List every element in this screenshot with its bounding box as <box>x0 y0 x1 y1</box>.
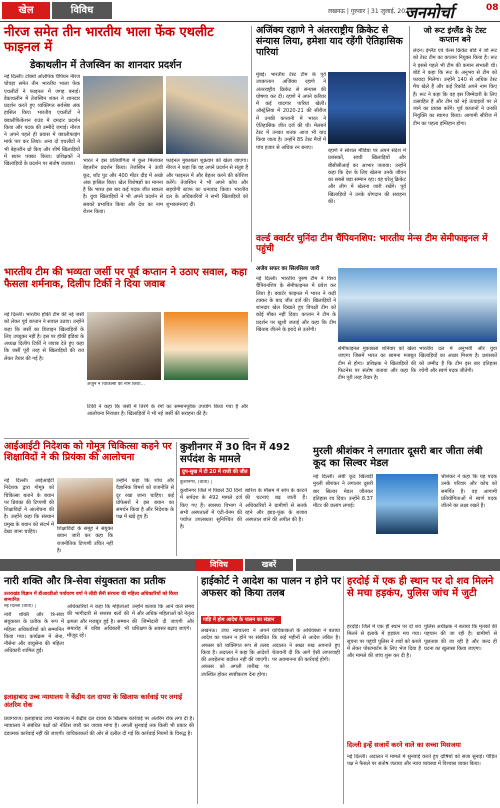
story10-body-col1: लखनऊ। उच्च न्यायालय ने अपने आदेश का पालन न होने पर संबंधित अफसर को व्यक्तिगत रूप से तलब किया है। अदालत ने कहा कि आदेशों की अवहेलना बर्दाश्त नहीं की जाएगी। अफसर को अगली तारीख पर उपस्थित होकर स्पष्टीकरण देना होगा। <box>201 628 269 678</box>
story1-photo-athlete <box>83 76 163 154</box>
story9-dateline: नई दिल्ली (वार्ता) | <box>4 604 36 609</box>
story3-headline: जो रूट इंग्लैंड के टेस्ट कप्तान बने <box>423 26 487 45</box>
story7-headline: कुशीनगर में 30 दिन में 492 सर्पदंश के मामले <box>180 442 290 465</box>
column-divider <box>343 576 344 804</box>
story4-body-col2: टिर्की ने कहा कि जर्सी में तिरंगे के रंगों का सम्मानपूर्वक उपयोग किया गया है और आलोचना निराधार है। खिलाड़ियों ने भी नई जर्सी की सराहना की है। <box>87 404 248 418</box>
story9-kicker: उत्तराखंड विज्ञान में डीआरडीओ पर्यावरण वर्गा ने लीडी सैनी संरचना की महिला अधिकारियों को किया सम्मानित <box>4 592 178 603</box>
story11-body-col1: हरदोई। जिले में एक ही स्थान पर दो शव मिलने से इलाके में हड़कंप मच गया। सूचना पर पहुंची पुलिस ने शवों को कब्जे में लेकर पोस्टमार्टम के लिए भेज दिया है और मामले की जांच शुरू कर दी है। <box>347 624 421 659</box>
column-divider <box>251 26 252 262</box>
story2-body-col2: रहाणे ने सोशल मीडिया पर अपने संदेश में प्रशंसकों, साथी खिलाड़ियों और बीसीसीआई का आभार जताया। उन्होंने कहा कि देश के लिए खेलना उनके जीवन का सबसे बड़ा सम्मान रहा। वह घरेलू क्रिकेट और लीग में खेलना जारी रखेंगे। पूर्व खिलाड़ियों ने उनके योगदान की सराहना की। <box>328 148 406 205</box>
story1-body-col2: भारत ने इस प्रतियोगिता में कुल मिलाकर बेहतरीन प्रदर्शन किया। तेजस्विन ने ऊंची कूद, शॉट पुट और 400 मीटर दौड़ में अच्छे अंक हासिल किए। खेल विशेषज्ञों का मानना है कि भारत इस बार कई पदक जीत सकता है। युवा खिलाड़ियों ने भी अपने प्रदर्शन से सबको प्रभावित किया और देश का नाम रोशन किया। <box>83 158 163 215</box>
story7-dateline: कुशीनगर, (वार्ता) | <box>180 480 212 485</box>
story5-body-col1: नई दिल्ली। भारतीय पुरुष टीम ने विश्व चैंपियनशिप के सेमीफाइनल में प्रवेश कर लिया है। क्वार्टर फाइनल में भारत ने कड़ी टक्कर के बाद जीत दर्ज की। खिलाड़ियों ने शानदार खेल दिखाते हुए विपक्षी टीम को कोई मौका नहीं दिया। कप्तान ने टीम के प्रदर्शन पर खुशी जताई और कहा कि टीम खिताब जीतने के इरादे से उतरेगी। <box>256 276 336 333</box>
story8-headline: मुरली श्रीशंकर ने लगातार दूसरी बार जीता लंबी कूद का सिल्वर मेडल <box>313 446 483 469</box>
section-tab-misc[interactable]: विविध <box>52 2 112 19</box>
story1-body-col1: नई दिल्ली। टोक्यो ओलंपिक चैंपियन नीरज चोपड़ा समेत तीन भारतीय भाला फेंक एथलीटों ने फाइनल में जगह बनाई। डेकाथलीन में तेजस्विन शंकर ने शानदार प्रदर्शन करते हुए व्यक्तिगत सर्वश्रेष्ठ अंक हासिल किए। भारतीय एथलीटों ने क्वालीफिकेशन राउंड में दमदार प्रदर्शन किया और पदक की उम्मीदें जगाई। नीरज ने अपने पहले ही प्रयास में क्वालीफाइंग मार्क पार कर लिया। अन्य दो एथलीटों ने भी बेहतरीन थ्रो किए और शीर्ष खिलाड़ियों में स्थान पक्का किया। प्रशिक्षकों ने खिलाड़ियों के प्रदर्शन पर संतोष जताया। <box>4 74 80 167</box>
story11-body-bottom: नई दिल्ली। अदालत ने मामले में सुनवाई करते हुए दोषियों को सजा सुनाई। पीड़ित पक्ष ने फैसले पर संतोष जताया और न्याय व्यवस्था में विश्वास व्यक्त किया। <box>347 754 497 768</box>
section-tab-news[interactable]: खबरें <box>245 559 293 571</box>
story9-subhead: इलाहाबाद उच्च न्यायालय ने केंद्रीय दल दायरा के खिलाफ कार्रवाई पर लगाई अंतरिम रोक <box>4 693 183 709</box>
story6-body-col3: उन्होंने कहा कि शोध और वैज्ञानिक विमर्श को राजनीति से दूर रखा जाना चाहिए। कई प्रोफेसरों ने इस बयान का समर्थन किया है और निदेशक के पक्ष में खड़े हुए हैं। <box>116 478 174 521</box>
story6-photo-priyanka <box>57 478 113 524</box>
story6-headline: आईआईटी निदेशक को गोमूत्र चिकित्सा कहने पर शिक्षाविदों ने की प्रियंका की आलोचना <box>4 441 172 463</box>
dateline: लखनऊ | गुरुवार | 31 जुलाई, 2024 <box>328 8 413 15</box>
story1-photo-thrower <box>166 76 248 154</box>
story2-photo-rahane <box>328 72 406 144</box>
story6-body-col1: नई दिल्ली। आईआईटी निदेशक द्वारा गोमूत्र को चिकित्सा बताने के बयान पर प्रियंका की टिप्पणी की शिक्षाविदों ने आलोचना की है। उन्होंने कहा कि संस्थान प्रमुख के बयान को संदर्भ में देखा जाना चाहिए। <box>4 478 54 535</box>
column-divider <box>176 442 177 556</box>
story8-photo-athlete <box>376 474 438 534</box>
story9-body-col1: नारी शक्ति और त्रि-सेवा संयुक्तता के प्रतीक के रूप में महिला अधिकारियों को सम्मानित किया गया। कार्यक्रम में सेना, नौसेना और वायुसेना की महिला अधिकारी शामिल हुईं। <box>4 612 64 655</box>
story5-body-col3: भारतीय दल में अनुभवी और युवा खिलाड़ियों का अच्छा मिश्रण है। प्रशंसकों को उम्मीद है कि टीम इस बार इतिहास रचेगी और स्वर्ण पदक जीतेगी। <box>419 346 497 374</box>
story4-photo-jersey <box>164 312 248 380</box>
story11-headline: हरदोई में एक ही स्थान पर दो शव मिलने से मचा हड़कंप, पुलिस जांच में जुटी <box>347 576 494 599</box>
story4-photo-official <box>87 312 161 380</box>
section-tab-sports[interactable]: खेल <box>2 2 50 19</box>
story10-tag: गाड़ि में होम आदेश के पालन का संज्ञान <box>201 616 281 624</box>
section-band <box>0 559 500 571</box>
story9-body-col3: उन्होंने बताया कि आने वाले समय में और अधिक महिलाओं को नेतृत्व की जिम्मेदारी दी जाएगी और प्रशिक्षण के अवसर बढ़ाए जाएंगे। <box>132 604 194 632</box>
column-divider <box>409 26 410 231</box>
story10-headline: हाईकोर्ट ने आदेश का पालन न होने पर अफसर को किया तलब <box>201 576 342 599</box>
story9-headline: नारी शक्ति और त्रि-सेवा संयुक्तता का प्रतीक <box>4 576 166 587</box>
story4-body-col1: नई दिल्ली। भारतीय हॉकी टीम की नई जर्सी को लेकर पूर्व कप्तान ने सवाल उठाए। उन्होंने कहा कि जर्सी का डिजाइन खिलाड़ियों के लिए उपयुक्त नहीं है। इस पर हॉकी इंडिया के अध्यक्ष दिलीप टिर्की ने जवाब देते हुए कहा कि जर्सी पूरी तरह से खिलाड़ियों की राय लेकर तैयार की गई है। <box>4 312 84 362</box>
story5-subhead: अजेय सफर का सिलसिला जारी <box>256 266 320 272</box>
story5-photo-team <box>338 268 497 342</box>
story11-subhead: दिल्ली इन्हें सजायें करने वाले का सच्चा मिसजया <box>347 741 461 749</box>
band-bar-left <box>0 559 200 571</box>
story9-body-col2: अधिकारियों ने कहा कि महिलाओं की भागीदारी से सशस्त्र बलों की क्षमता और मजबूत हुई है। सम्मान समारोह में वरिष्ठ अधिकारी भी मौजूद रहे। <box>67 604 129 639</box>
story2-headline: अजिंक्य रहाणे ने अंतरराष्ट्रीय क्रिकेट से संन्यास लिया, हमेशा याद रहेंगी ऐतिहासिक पारियां <box>256 25 403 58</box>
story9-body-bottom: प्रयागराज। इलाहाबाद उच्च न्यायालय ने केंद्रीय दल दायरा के खिलाफ कार्रवाई पर अंतरिम रोक लगा दी है। न्यायालय ने संबंधित पक्षों को नोटिस जारी कर जवाब मांगा है। अगली सुनवाई तक किसी भी प्रकार की दंडात्मक कार्रवाई नहीं की जाएगी। याचिकाकर्ता की ओर से दलील दी गई कि कार्रवाई नियमों के विरुद्ध है। <box>4 716 194 737</box>
story2-body-col1: मुंबई। भारतीय टेस्ट टीम के पूर्व उपकप्तान अजिंक्य रहाणे ने अंतरराष्ट्रीय क्रिकेट से संन्यास की घोषणा कर दी। रहाणे ने अपने करियर में कई यादगार पारियां खेलीं। ऑस्ट्रेलिया में 2020-21 की सीरीज में उनकी कप्तानी में भारत ने ऐतिहासिक जीत दर्ज की थी। मेलबर्न टेस्ट में उनका शतक आज भी याद किया जाता है। उन्होंने 85 टेस्ट मैचों में पांच हजार से अधिक रन बनाए। <box>256 72 326 151</box>
band-bar-right <box>296 559 500 571</box>
story10-body-col2: याचिकाकर्ता के अधिवक्ता ने बताया कि कई महीनों से आदेश लंबित है। अदालत ने सख्त रुख अपनाते हुए चेतावनी दी कि आगे ऐसी लापरवाही पर अवमानना की कार्रवाई होगी। <box>272 628 340 663</box>
story11-body-col2: पुलिस अधीक्षक ने बताया कि मृतकों की पहचान की जा रही है। ग्रामीणों से पूछताछ की जा रही है और जल्द ही घटना का खुलासा किया जाएगा। <box>424 624 497 652</box>
story6-body-col2: शिक्षाविदों के समूह ने संयुक्त बयान जारी कर कहा कि राजनीतिक टिप्पणी उचित नहीं है। <box>57 526 113 554</box>
story1-body-col3: फाइनल मुकाबला शुक्रवार को खेला जाएगा। नीरज ने कहा कि वह अपने प्रदर्शन से संतुष्ट हैं और फाइनल में और बेहतर करने की कोशिश करेंगे। तेजस्विन ने भी अपने कोच और सहयोगी स्टाफ का धन्यवाद किया। भारतीय दल के अधिकारियों ने सभी खिलाड़ियों को शुभकामनाएं दीं। <box>166 158 248 208</box>
story1-subhead: डेकाथलीन में तेजस्विन का शानदार प्रदर्शन <box>30 60 182 71</box>
story8-body-col1: नई दिल्ली। लंबी कूद खिलाड़ी मुरली श्रीशंकर ने लगातार दूसरी बार सिल्वर मेडल जीतकर इतिहास रच दिया। उन्होंने 8.37 मीटर की छलांग लगाई। <box>313 474 373 509</box>
story5-headline: वर्ल्ड क्वार्टर चुनिंदा टीम चैंपियनशिप: भारतीय मेन्स टीम सेमीफाइनल में पहुंची <box>256 234 488 255</box>
newspaper-logo: जनमोर्चा <box>405 3 454 22</box>
section-divider <box>4 438 249 439</box>
story7-body-col2: बारिश के मौसम में सांप के काटने की घटनाएं बढ़ जाती हैं। अधिकारियों ने ग्रामीणों से सतर्क रहने और झाड़-फूंक के बजाय अस्पताल जाने की अपील की है। <box>245 488 307 523</box>
column-divider <box>197 576 198 804</box>
story7-body-col1: कुशीनगर जिले में पिछले 30 दिनों में सर्पदंश के 492 मामले दर्ज किए गए हैं। स्वास्थ्य विभाग ने सभी अस्पतालों में एंटी-वेनम की पर्याप्त उपलब्धता सुनिश्चित की है। <box>180 488 242 531</box>
story1-headline: नीरज समेत तीन भारतीय भाला फेंक एथलीट फाइनल में <box>4 25 214 55</box>
story5-body-col2: सेमीफाइनल मुकाबला शनिवार को खेला जाएगा जिसमें भारत का सामना मजबूत टीम से होगा। प्रशिक्षक ने खिलाड़ियों की फिटनेस पर संतोष जताया और कहा कि टीम पूरी तरह तैयार है। <box>338 346 416 381</box>
story7-tag: ग्रुप-सुख में टी 20 में राजी की जीत <box>180 468 250 476</box>
story4-photo-caption: अर्जुन ने चिकित्सा को नाम किया... <box>87 382 145 387</box>
section-tab-misc-bottom[interactable]: विविध <box>195 559 243 571</box>
story4-headline: भारतीय टीम की भव्यता जर्सी पर पूर्व कप्तान ने उठाए सवाल, कहा फैसला शर्मनाक, दिलीप टिर्की ने दिया जवाब <box>4 267 247 290</box>
page-number: 08 <box>486 3 499 13</box>
story3-body: लंदन। इंग्लैंड एवं वेल्स क्रिकेट बोर्ड ने जो रूट को टेस्ट टीम का कप्तान नियुक्त किया है। रूट ने इससे पहले भी टीम की कमान संभाली थी। बोर्ड ने कहा कि रूट के अनुभव से टीम को फायदा मिलेगा। उन्होंने 140 से अधिक टेस्ट मैच खेले हैं और कई रिकॉर्ड अपने नाम किए हैं। रूट ने कहा कि वह इस जिम्मेदारी के लिए उत्साहित हैं और टीम को नई ऊंचाइयों पर ले जाने का प्रयास करेंगे। पूर्व कप्तानों ने उनकी नियुक्ति का स्वागत किया। आगामी सीरीज में टीम का पहला इम्तिहान होगा। <box>413 48 497 127</box>
story8-body-col2: श्रीशंकर ने कहा कि यह पदक उनके परिवार और कोच को समर्पित है। वह आगामी प्रतियोगिताओं में स्वर्ण पदक जीतने का लक्ष्य रखते हैं। <box>441 474 497 509</box>
masthead <box>0 0 500 22</box>
